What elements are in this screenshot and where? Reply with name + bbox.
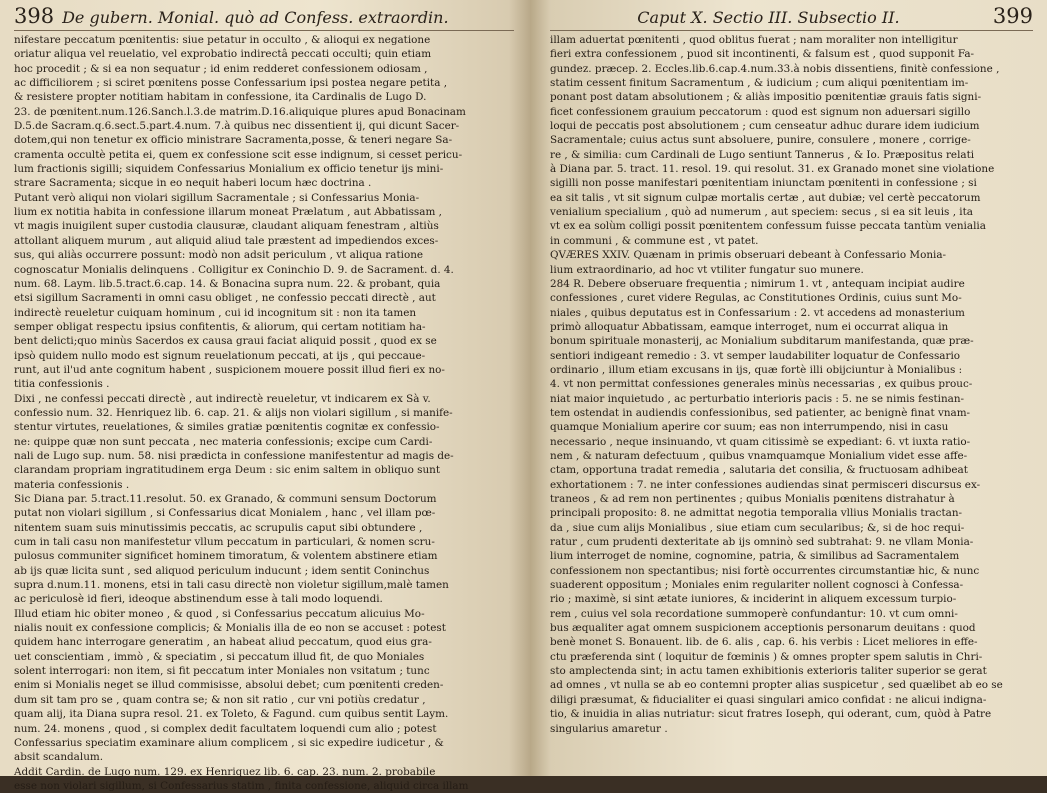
text-line: tem ostendat in audiendis confessionibus, sed patienter, ac benignè finat vnam- [550, 406, 971, 419]
text-line: hoc procedit ; & si ea non sequatur ; id enim redderet confessionem odiosam , [14, 62, 428, 75]
text-line: Putant verò aliqui non violari sigillum Sacramentale ; si Confessarius Monia- [14, 191, 420, 204]
text-line: bent delicti;quo minùs Sacerdos ex causa graui faciat aliquid possit , quod ex se [14, 335, 437, 348]
text-line: ficet confessionem grauium peccatorum : quod est signum non aduersari sigillo [550, 105, 971, 118]
text-line: titia confessionis . [14, 378, 110, 391]
text-line: tio, & inuidia in alias nutriatur: sicut fratres Ioseph, qui oderant, cum, quòd à Patre [550, 708, 992, 721]
text-line: attollant aliquem murum , aut aliquid aliud tale præstent ad impediendos exces- [14, 234, 439, 247]
text-line: ea sit talis , vt sit signum culpæ mortalis certæ , aut dubiæ; vel certè peccatorum [550, 191, 981, 204]
text-line: benè monet S. Bonauent. lib. de 6. alis , cap. 6. his verbis : Licet meliores in effe- [550, 636, 978, 649]
text-line: semper obligat respectu ipsius confitentis, & aliorum, qui certam notitiam ha- [14, 320, 426, 333]
text-line: confessionem non spectantibus; nisi fortè occurrentes circumstantiæ hic, & nunc [550, 564, 980, 577]
left-page-header [14, 4, 514, 31]
text-line: loqui de peccatis post absolutionem ; cum censeatur adhuc durare idem iudicium [550, 120, 980, 133]
text-line: ratur , cum prudenti dexteritate ab ijs omninò sed subtrahat: 9. ne vllam Monia- [550, 536, 974, 549]
text-line: ad omnes , vt nulla se ab eo contemni propter alias suspicetur , sed quælibet ab eo se [550, 679, 1003, 692]
text-line: Illud etiam hic obiter moneo , & quod , si Confessarius peccatum alicuius Mo- [14, 607, 425, 620]
text-line: principali proposito: 8. ne admittat negotia temporalia vllius Monialis tractan- [550, 507, 963, 520]
text-line: quam alij, ita Diana supra resol. 21. ex Toleto, & Fagund. cum quibus sentit Laym. [14, 708, 449, 721]
text-line: nali de Lugo sup. num. 58. nisi prædicta in confessione manifestentur ad magis de- [14, 449, 454, 462]
text-line: lum fractionis sigilli; siquidem Confessarius Monialium ex officio tenetur ijs mini- [14, 163, 444, 176]
text-line: nem , & naturam defectuum , quibus vnamquamque Monialium videt esse affe- [550, 449, 968, 462]
text-line: lium extraordinario, ad hoc vt vtiliter fungatur suo munere. [550, 263, 864, 276]
text-line: sigilli non posse manifestari pœnitentiam iniunctam pœnitenti in confessione ; si [550, 177, 977, 190]
text-line: sto amplectenda sint; in actu tamen exhibitionis exterioris taliter superior se gerat [550, 665, 987, 678]
text-line: & resistere propter notitiam habitam in confessione, ita Cardinalis de Lugo D. [14, 91, 427, 104]
text-line: Sacramentale; cuius actus sunt absoluere, punire, consulere , monere , corrige- [550, 134, 971, 147]
text-line: solent interrogari: non item, si fit peccatum inter Moniales non vsitatum ; tunc [14, 665, 430, 678]
text-line: enim si Monialis neget se illud commisisse, absolui debet; cum pœnitenti creden- [14, 679, 444, 692]
text-line: 23. de pœnitent.num.126.Sanch.l.3.de matrim.D.16.aliquique plures apud Bonacinam [14, 105, 466, 118]
text-line: nifestare peccatum pœnitentis: siue petatur in occulto , & alioqui ex negatione [14, 34, 431, 46]
text-line: traneos , & ad rem non pertinentes ; quibus Monialis pœnitens distrahatur à [550, 493, 955, 505]
text-line: rem , cuius vel sola recordatione summoperè confundantur: 10. vt cum omni- [550, 607, 958, 620]
text-line: 4. vt non permittat confessiones generales minùs necessarias , ex quibus prouc- [550, 378, 973, 391]
text-line: rio ; maximè, si sint ætate iuniores, & inciderint in aliquem excessum turpio- [550, 593, 957, 606]
text-line: 284 R. Debere obseruare frequentia ; nimirum 1. vt , antequam incipiat audire [550, 277, 965, 290]
text-line: suaderent oppositum ; Moniales enim regulariter nollent cognosci à Confessa- [550, 579, 964, 592]
right-page-number: 399 [992, 4, 1033, 28]
text-line: ipsò quidem nullo modo est signum reuelationum peccati, at ijs , qui peccaue- [14, 349, 426, 362]
text-line: oriatur aliqua vel reuelatio, vel exprobatio indirectâ peccati occulti; quin etiam [14, 48, 432, 61]
text-line: ctu præferenda sint ( loquitur de fœminis ) & omnes propter spem salutis in Chri- [550, 650, 983, 663]
text-line: bonum spirituale monasterij, ac Monialium subditarum manifestanda, quæ præ- [550, 335, 974, 348]
right-page-text [550, 33, 1033, 736]
text-line: dotem,qui non tenetur ex officio ministrare Sacramenta,posse, & teneri negare Sa- [14, 134, 453, 147]
text-line: confessio num. 32. Henriquez lib. 6. cap. 21. & alijs non violari sigillum , si manife- [14, 406, 453, 419]
text-line: re , & similia: cum Cardinali de Lugo sentiunt Tannerus , & Io. Præpositus relati [550, 148, 975, 161]
text-line: Sic Diana par. 5.tract.11.resolut. 50. ex Granado, & communi sensum Doctorum [14, 493, 437, 505]
text-line: vt ex ea solùm colligi possit pœnitentem confessum fuisse peccata tantùm venialia [550, 220, 986, 233]
text-line: materia confessionis . [14, 478, 130, 491]
right-page-header [550, 4, 1033, 31]
text-line: stentur virtutes, reuelationes, & similes gratiæ pœnitentis cognitæ ex confessio- [14, 421, 440, 434]
text-line: num. 68. Laym. lib.5.tract.6.cap. 14. & Bonacina supra num. 22. & probant, quia [14, 277, 441, 290]
text-line: bus æqualiter agat omnem suspicionem acceptionis personarum deuitans : quod [550, 622, 976, 635]
text-line: clarandam propriam ingratitudinem erga Deum : sic enim saltem in obliquo sunt [14, 464, 441, 477]
text-line: uet conscientiam , immò , & speciatim , si peccatum illud fit, de quo Moniales [14, 650, 425, 663]
right-running-title: Caput X. Sectio III. Subsectio II. [637, 8, 900, 27]
text-line: quamque Monialium aperire cor suum; eas non interrumpendo, nisi in casu [550, 421, 949, 434]
text-line: vt magis inuigilent super custodia clausuræ, claudant aliquam fenestram , altiùs [14, 220, 439, 233]
text-line: sus, qui aliàs occurrere possunt: modò non adsit periculum , vt aliqua ratione [14, 249, 424, 262]
text-line: cramenta occultè petita ei, quem ex confessione scit esse indignum, si cesset pericu- [14, 148, 463, 161]
text-line: in communi , & commune est , vt patet. [550, 234, 759, 247]
text-line: lium ex notitia habita in confessione illarum moneat Prælatum , aut Abbatissam , [14, 206, 442, 219]
right-page [530, 0, 1047, 776]
text-line: Dixi , ne confessi peccati directè , aut indirectè reueletur, vt indicarem ex Sà v. [14, 392, 431, 405]
text-line: indirectè reueletur cuiquam hominum , cui id incognitum sit : non ita tamen [14, 306, 417, 319]
text-line: singularius amaretur . [550, 722, 668, 735]
text-line: Confessarius speciatim examinare alium complicem , si sic expedire iudicetur , & [14, 736, 444, 749]
text-line: sentiori indigeant remedio : 3. vt semper laudabiliter loquatur de Confessario [550, 349, 961, 362]
text-line: absit scandalum. [14, 751, 104, 764]
text-line: ac periculosè id fieri, ideoque abstinendum esse à tali modo loquendi. [14, 593, 383, 606]
text-line: à Diana par. 5. tract. 11. resol. 19. qui resolut. 31. ex Granado monet sine violatione [550, 163, 995, 176]
text-line: cum in tali casu non manifestetur vllum peccatum in particulari, & nomen scru- [14, 536, 435, 549]
text-line: ponant post datam absolutionem ; & aliàs impositio pœnitentiæ grauis fatis signi- [550, 91, 982, 104]
text-line: niales , quibus deputatus est in Confessarium : 2. vt accedens ad monasterium [550, 306, 965, 319]
text-line: dum sit tam pro se , quam contra se; & non sit ratio , cur vni potiùs credatur , [14, 693, 426, 706]
text-line: cognoscatur Monialis delinquens . Colligitur ex Coninchio D. 9. de Sacrament. d. 4. [14, 263, 454, 276]
text-line: num. 24. monens , quod , si complex dedit facultatem loquendi cum alio ; potest [14, 722, 437, 735]
text-line: D.5.de Sacram.q.6.sect.5.part.4.num. 7.à quibus nec dissentient ij, qui dicunt Sacer- [14, 120, 460, 133]
text-line: necessario , neque insinuando, vt quam citissimè se expediant: 6. vt iuxta ratio- [550, 435, 971, 448]
text-line: esse non violari sigillum, si Confessarius statim , finita confessione, aliquid circa illam [14, 779, 469, 792]
left-page-number: 398 [14, 4, 55, 28]
left-running-title: De gubern. Monial. quò ad Confess. extraordin. [62, 8, 449, 27]
text-line: niat maior inquietudo , ac perturbatio interioris pacis : 5. ne se nimis festinan- [550, 392, 965, 405]
text-line: fieri extra confessionem , puod sit incontinenti, & falsum est , quod supponit Fa- [550, 48, 975, 61]
text-line: statim cessent finitum Sacramentum , & iudicium ; cum aliqui pœnitentiam im- [550, 77, 969, 90]
text-line: nialis nouit ex confessione complicis; & Monialis illa de eo non se accuset : potest [14, 622, 446, 635]
text-line: pulosus communiter significet hominem timoratum, & volentem abstinere etiam [14, 550, 438, 563]
text-line: putat non violari sigillum , si Confessarius dicat Monialem , hanc , vel illam pœ- [14, 507, 436, 520]
text-line: QVÆRES XXIV. Quænam in primis obseruari debeant à Confessario Monia- [550, 249, 947, 262]
text-line: Addit Cardin. de Lugo num. 129. ex Henriquez lib. 6. cap. 23. num. 2. probabile [14, 765, 436, 778]
text-line: ab ijs quæ licita sunt , sed aliquod periculum inducunt ; idem sentit Coninchus [14, 564, 430, 577]
text-line: ctam, opportuna tradat remedia , salutaria det consilia, & fructuosam adhibeat [550, 464, 968, 477]
text-line: ordinario , illum etiam excusans in ijs, quæ fortè illi obijciuntur à Monialibus : [550, 363, 963, 376]
text-line: strare Sacramenta; sicque in eo nequit haberi locum hæc doctrina . [14, 177, 372, 190]
text-line: quidem hanc interrogare generatim , an habeat aliud peccatum, quod eius gra- [14, 636, 432, 649]
text-line: lium interroget de nomine, cognomine, patria, & similibus ad Sacramentalem [550, 550, 960, 563]
text-line: gundez. præcep. 2. Eccles.lib.6.cap.4.num.33.à nobis dissentiens, finitè confessione , [550, 62, 1000, 75]
text-line: nitentem suam suis minutissimis peccatis, ac scrupulis caput sibi obtundere , [14, 521, 423, 534]
text-line: etsi sigillum Sacramenti in omni casu obliget , ne confessio peccati directè , aut [14, 292, 436, 305]
text-line: ac difficiliorem ; si sciret pœnitens posse Confessarium ipsi postea negare petita , [14, 77, 448, 90]
text-line: illam aduertat pœnitenti , quod oblitus fuerat ; nam moraliter non intelligitur [550, 34, 958, 46]
left-page-text [14, 33, 514, 793]
text-line: venialium specialium , quò ad numerum , aut speciem: secus , si ea sit leuis , ita [550, 206, 973, 219]
text-line: ne: quippe quæ non sunt peccata , nec materia confessionis; excipe cum Cardi- [14, 435, 433, 448]
text-line: primò alloquatur Abbatissam, eamque interroget, num ei occurrat aliqua in [550, 320, 949, 333]
text-line: confessiones , curet videre Regulas, ac Constitutiones Ordinis, cuius sunt Mo- [550, 292, 962, 305]
text-line: diligi præsumat, & fiducialiter ei quasi singulari amico confidat : ne alicui indigna- [550, 693, 987, 706]
text-line: supra d.num.11. monens, etsi in tali casu directè non violetur sigillum,malè tamen [14, 579, 449, 592]
text-line: exhortationem : 7. ne inter confessiones audiendas sinat permisceri discursus ex- [550, 478, 981, 491]
text-line: da , siue cum alijs Monialibus , siue etiam cum secularibus; &, si de hoc requi- [550, 521, 965, 534]
text-line: runt, aut il'ud ante cognitum habent , suspicionem mouere possit illud fieri ex no- [14, 363, 445, 376]
